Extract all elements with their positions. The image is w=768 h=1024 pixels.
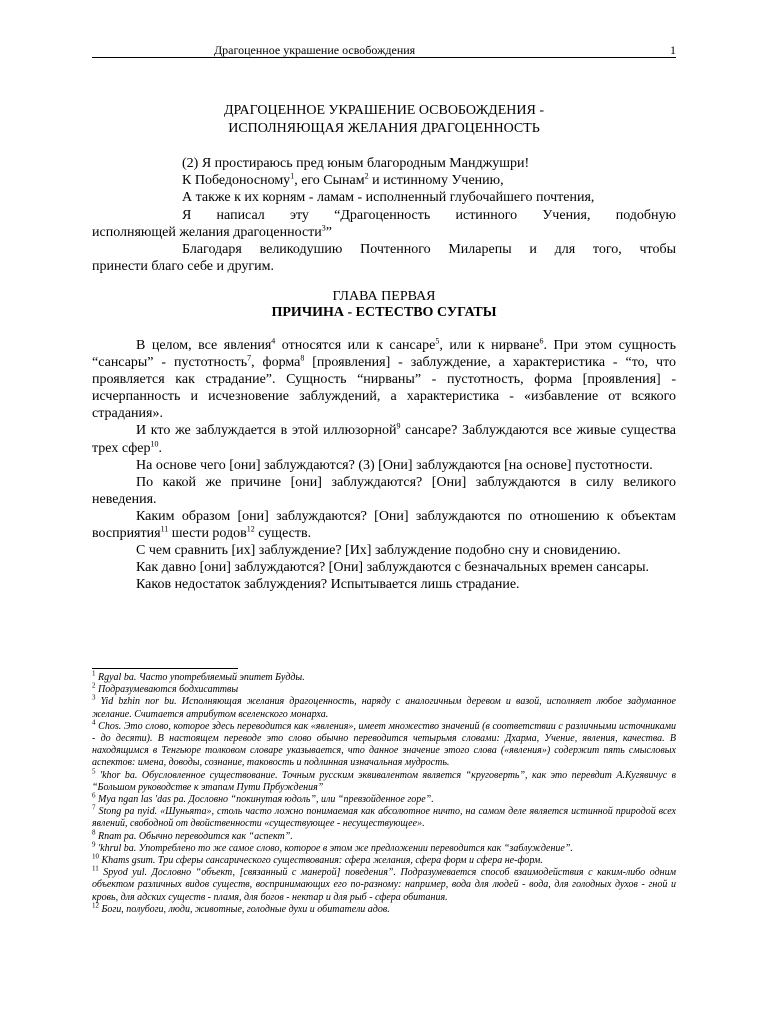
footnote-number: 2: [92, 681, 96, 690]
footnote-separator: [92, 668, 238, 669]
footnote-ref: 2: [364, 171, 369, 181]
footnote: [92, 767, 676, 794]
footnote-ref: 11: [160, 524, 169, 534]
footnote: [92, 901, 676, 916]
paragraph: На основе чего [они] заблуждаются? (3) [Они] заблуждаются [на основе] пустотности.: [136, 457, 653, 473]
paragraph: [92, 422, 676, 456]
header-title: Драгоценное украшение освобождения: [214, 43, 416, 57]
verse-text: и истинному Учению,: [368, 173, 504, 189]
footnote-number: 11: [92, 864, 99, 873]
footnote-number: 10: [92, 852, 99, 861]
verse-line: [92, 172, 676, 189]
main-text: [92, 337, 676, 593]
footnote: [92, 852, 676, 867]
paragraph: С чем сравнить [их] заблуждение? [Их] заблуждение подобно сну и сновидению.: [136, 543, 621, 559]
footnote-ref: 4: [271, 336, 276, 346]
footnote-ref: 10: [150, 438, 159, 448]
footnote: [92, 681, 676, 696]
running-header: [92, 43, 676, 58]
footnote: [92, 803, 676, 830]
dedication-verse: [92, 155, 676, 275]
footnote-text: Mya ngan las 'das pa. Дословно “покинутая юдоль”, или “превзойденное горе”.: [95, 794, 434, 806]
footnote-text: Rnam pa. Обычно переводится как “аспект”.: [95, 830, 293, 842]
footnote-text: Подразумеваются бодхисаттвы: [95, 684, 239, 696]
verse-line: принести благо себе и другим.: [92, 259, 275, 275]
footnote-number: 1: [92, 669, 96, 678]
paragraph: Как давно [они] заблуждаются? [Они] заблуждаются с безначальных времен сансары.: [136, 560, 649, 576]
text-run: шести родов: [168, 526, 247, 542]
paragraph: Каков недостаток заблуждения? Испытывается лишь страдание.: [136, 577, 520, 593]
text-run: , или к нирване: [439, 338, 540, 353]
text-run: [проявления] - заблуждение, а характеристика - “то, что проявляется как страдание”. Сущность “нирваны” - пустотность, форма [проявления] - исчерпанность и исчезновение заблуждений, а характеристика - «избавление от всякого страдания».: [92, 355, 676, 422]
document-title-line-1: ДРАГОЦЕННОЕ УКРАШЕНИЕ ОСВОБОЖДЕНИЯ -: [224, 103, 544, 118]
verse-line: [92, 224, 676, 241]
footnote-ref: 6: [539, 336, 544, 346]
verse-text: , его Сынам: [294, 173, 365, 189]
footnote: [92, 669, 676, 684]
verse-line: Я написал эту “Драгоценность истинного Учения, подобную: [182, 207, 676, 223]
verse-text: ”: [325, 224, 333, 240]
footnote-text: Khams gsum. Три сферы сансарического существования: сфера желания, сфера форм и сфера не-форм.: [99, 855, 543, 867]
footnote-number: 5: [92, 767, 96, 776]
text-run: , форма: [251, 355, 301, 371]
paragraph: [92, 337, 676, 422]
footnote: [92, 840, 676, 855]
footnote-text: Spyod yul. Дословно “объект, [связанный с манерой] поведения”. Подразумевается способ взаимодействия с каким-либо одним объектом различных видов существ, воспринимающих его по-разному: например, вода для людей - вода, для голодных духов - гной и кровь, для адских существ - пламя, для богов - нектар и для рыб - сфера обитания.: [92, 867, 676, 903]
text-run: .: [158, 440, 162, 456]
footnote-ref: 9: [396, 421, 401, 431]
text-run: . При этом сущность “сансары” - пустотность: [92, 338, 676, 371]
footnote-number: 12: [92, 901, 99, 910]
text-run: Каким образом [они] заблуждаются? [Они] заблуждаются по отношению к объектам восприятия: [92, 508, 676, 542]
footnotes: [92, 669, 676, 916]
footnote-text: Rgyal ba. Часто употребляемый эпитет Будды.: [95, 672, 305, 683]
footnote-number: 9: [92, 840, 96, 849]
footnote-text: Stong pa nyid. «Шуньята», столь часто ложно понимаемая как абсолютное ничто, на самом деле является истинной природой всех явлений, свободной от двойственности «существующее - несуществующее».: [92, 806, 676, 830]
verse-line: (2) Я простираюсь пред юным благородным Манджушри!: [182, 156, 530, 171]
footnote-text: Боги, полубоги, люди, животные, голодные духи и обитатели адов.: [99, 903, 390, 915]
footnote-ref: 5: [435, 336, 440, 346]
footnote-number: 7: [92, 803, 96, 812]
text-run: В целом, все явления: [136, 338, 272, 353]
footnote: [92, 864, 676, 904]
paragraph: [92, 508, 676, 542]
footnote-ref: 7: [247, 353, 252, 363]
paragraph: По какой же причине [они] заблуждаются? [Они] заблуждаются в силу великого неведения.: [92, 474, 676, 507]
footnote-text: Yid bzhin nor bu. Исполняющая желания драгоценность, наряду с аналогичным деревом и вазой, исполняет любое задуманное желание. Считается атрибутом вселенского монарха.: [92, 696, 676, 720]
document-title-line-2: ИСПОЛНЯЮЩАЯ ЖЕЛАНИЯ ДРАГОЦЕННОСТЬ: [228, 121, 540, 136]
footnote-ref: 12: [246, 524, 255, 534]
footnote-ref: 1: [290, 171, 295, 181]
footnote-text: Chos. Это слово, которое здесь переводится как «явления», имеет множество значений (в соответствии с различными источниками - до десяти). В настоящем переводе это слово обычно переводится четырьмя словами: Дхарма, Учение, явления, качества. В находящимся в Тенгьюре толковом словаре указывается, что данное значение этого слова («явления») содержит пять смысловых аспектов: имена, доводы, сознание, таковость и подлинная изначальная мудрость.: [92, 720, 676, 769]
verse-text: исполняющей желания драгоценности: [92, 224, 322, 240]
footnote-ref: 8: [300, 353, 305, 363]
chapter-label: ГЛАВА ПЕРВАЯ: [332, 289, 436, 304]
footnote-number: 4: [92, 718, 96, 727]
verse-line: Благодаря великодушию Почтенного Миларепы и для того, чтобы: [182, 242, 676, 258]
page-number: 1: [670, 43, 676, 57]
verse-text: К Победоносному: [182, 173, 291, 189]
text-run: существ.: [254, 526, 312, 542]
text-run: относятся или к сансаре: [275, 338, 436, 353]
verse-line: А также к их корням - ламам - исполненный глубочайшего почтения,: [182, 190, 595, 206]
footnote-number: 6: [92, 791, 96, 800]
text-run: И кто же заблуждается в этой иллюзорной: [136, 423, 397, 439]
footnote: [92, 828, 676, 843]
footnote: [92, 696, 676, 720]
chapter-title: ПРИЧИНА - ЕСТЕСТВО СУГАТЫ: [271, 305, 497, 320]
footnote-text: 'khor ba. Обусловленное существование. Точным русским эквивалентом является “круговерть”, как это перевдит А.Кугявичус в “Большом руководстве к этапам Пути Прбуждения”: [92, 769, 676, 793]
text-run: сансаре? Заблуждаются все живые существа трех сфер: [92, 423, 676, 456]
footnote-number: 3: [92, 694, 96, 703]
footnote-ref: 3: [321, 223, 326, 233]
footnote-text: 'khrul ba. Употреблено то же самое слово, которое в этом же предложении переводится как “заблуждение”.: [95, 842, 573, 854]
footnote-number: 8: [92, 828, 96, 837]
footnote: [92, 718, 676, 770]
footnote: [92, 791, 676, 806]
